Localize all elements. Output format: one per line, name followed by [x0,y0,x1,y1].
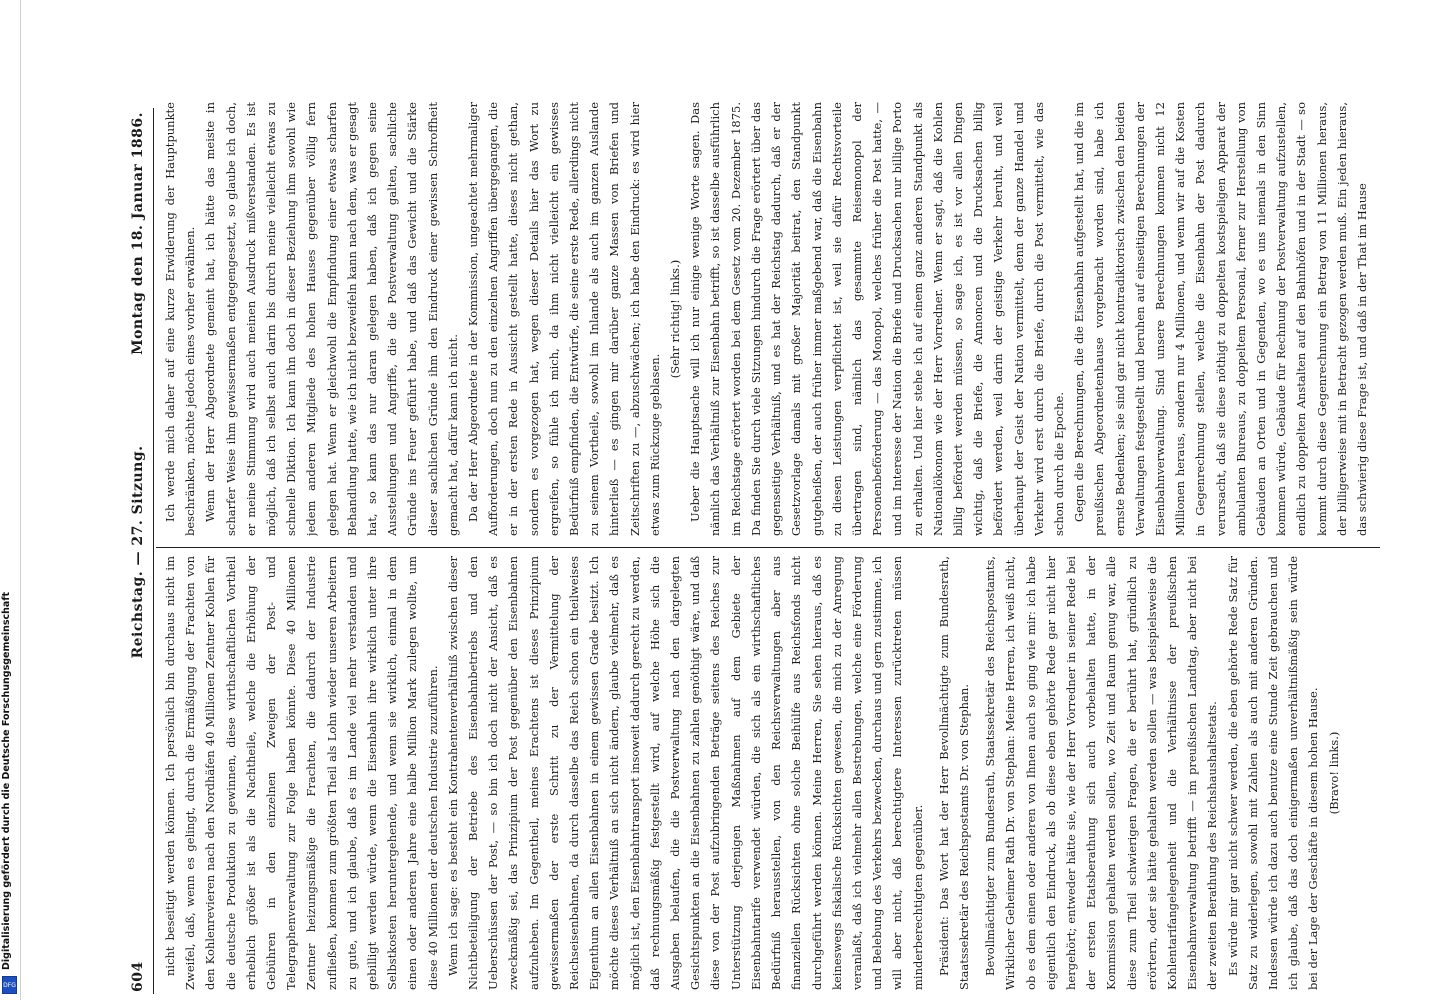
paragraph: Da der Herr Abgeordnete in der Kommission, ungeachtet mehrmaliger Aufforderungen, doch nun zu den einzelnen Angriffen übergegangen, die er in der ersten Rede in Aussicht gestellt hatte, dieses nicht gethan, sondern es vorgezogen hat, wegen dieser Details hier das Wort zu ergreifen, so fühle ich mich, da ihm nicht vielleicht ein gewisses Bedürfniß empfinden, die Entwürfe, die seine erste Rede, allerdings nicht zu seinem Vortheile, sowohl im Inlande als auch im ganzen Auslande hinterließ — es gingen mir darüber ganze Massen von Briefen und Zeitschriften zu —, abzuschwächen; ich habe den Eindruck: es wird hier etwas zum Rückzuge geblasen. [466,102,662,536]
paragraph: Gegen die Berechnungen, die die Eisenbahn aufgestellt hat, und die im preußischen Abgeordnetenhause vorgebracht worden sind, habe ich ernste Bedenken; sie sind gar nicht kontradiktorisch zwischen den beiden Verwaltungen festgestellt und beruhen auf einseitigen Berechnungen der Eisenbahnverwaltung. Sind unsere Berechnungen kommen nicht 12 Millionen heraus, sondern nur 4 Millionen, und wenn wir auf die Kosten in Gegenrechnung stellen, welche die Eisenbahn der Post dadurch verursacht, daß sie diese nöthigt zu doppelten kostspieligen Apparat der ambulanten Bureaus, zu doppeltem Personal, ferner zur Herstellung von Gebäuden an Orten und in Gegenden, wo es uns niemals in den Sinn kommen würde, Gebäude für Rechnung der Postverwaltung aufzustellen, endlich zu doppelten Anstalten auf den Bahnhöfen und in der Stadt — so kommt durch diese Gegenrechnung ein Betrag von 11 Millionen heraus, der billigerweise mit in Betracht gezogen werden muß. Ein jeden hieraus, das schwierig diese Frage ist, und daß in der That im Hause [1072,102,1369,536]
interjection: (Sehr richtig! links.) [668,259,683,379]
paragraph: Wenn der Herr Abgeordnete gemeint hat, ich hätte das meiste in scharfer Weise ihm gewissermaßen entgegengesetzt, so glaube ich doch, er meine Stimmung wird auch meinen Ausdruck mißverstanden. Es ist möglich, daß ich selbst auch darin bis durch meine vielleicht etwas zu schnelle Diktion. Ich kann ihn doch in dieser Beziehung ihm sowohl wie jedem anderen Mitgliede des hohen Hauses gegenüber völlig fern gelegen hat. Wenn er gleichwohl die Empfindung einer etwas scharfen Behandlung hatte, wie ich nicht bezweifeln kann nach dem, was er gesagt hat, so kann das nur daran gelegen haben, daß ich gegen seine Ausstellungen und Angriffe, die die Postverwaltung galten, sachliche Gründe ins Feuer geführt habe, und daß das Gewicht und die Stärke dieser sachlichen Gründe ihm den Eindruck einer gewissen Schroffheit gemacht hat, dafür kann ich nicht. [203,102,460,536]
column-rule [156,547,1380,548]
paragraph: Ueber die Hauptsache will ich nur einige wenige Worte sagen. Das nämlich das Verhältniß zur Eisenbahn betrifft, so ist dasselbe ausführlich im Reichstage erörtert worden bei dem Gesetz vom 20. Dezember 1875. Da finden Sie durch viele Sitzungen hindurch die Frage erörtert über das gegenseitige Verhältniß, und es hat der Reichstag dadurch, daß er der Gesetzvorlage damals mit großer Majorität beitrat, den Standpunkt gutgeheißen, der auch früher immer maßgebend war, daß die Eisenbahn zu diesen Leistungen verpflichtet ist, weil sie dafür Rechtsvorteile übertragen sind, nämlich das gesammte Reisemonopol der Personenbeförderung — das Monopol, welches früher die Post hatte, — und im Interesse der Nation die Briefe und Drucksachen nur billige Porto zu erhalten. Und hier stehe ich auf einem ganz anderen Standpunkt als Nationalökonom wie der Herr Vorredner. Wenn er sagt, daß die Kohlen billig befördert werden müssen, so sage ich, es ist vor allen Dingen wichtig, daß die Briefe, die Annoncen und die Drucksachen billig befördert werden, weil darin der geistige Verkehr beruht, und weil überhaupt der Geist der Nation vermittelt, denn der ganze Handel und Verkehr wird erst durch die Briefe, durch die Post vermittelt, wie das schon durch die Epoche. [688,102,1066,536]
session-title: Reichstag. — 27. Sitzung. [130,445,146,659]
president-remark: Präsident: Das Wort hat der Herr Bevollmächtigte zum Bundesrath, Staatssekretär des Reichspostamts Dr. von Stephan. [936,556,971,990]
session-date: Montag den 18. Januar 1886. [130,112,146,355]
right-column [160,102,1380,536]
interjection: (Bravo! links.) [1326,731,1341,815]
paragraph: Wenn ich sage: es besteht ein Kontrahentenverhältniß zwischen dieser Nichtbeteiligung der Betriebe des Eisenbahnbetriebs und den Ueberschüssen der Post, — so bin ich doch nicht der Ansicht, daß es zweckmäßig sei, das Prinzipium der Post gegenüber den Eisenbahnen aufzuheben. Im Gegentheil, meines Erachtens ist dieses Prinzipium gewissermaßen der erste Schritt zu der Vermittelung der Reichseisenbahnen, da durch dasselbe das Reich schon ein theilweises Eigenthum an allen Eisenbahnen in einem gewissen Grade besitzt. Ich möchte dieses Verhältniß an sich nicht ändern, glaube vielmehr, daß es möglich ist, den Eisenbahntransport insoweit dadurch gerecht zu werden, daß rechnungsmäßig festgestellt wird, auf welche Höhe sich die Ausgaben belaufen, die die Postverwaltung nach den dargelegten Gesichtspunkten an die Eisenbahnen zu zahlen genöthigt wäre, und daß diese von der Post aufzubringenden Beträge seitens des Reiches zur Unterstützung derjenigen Maßnahmen auf dem Gebiete der Eisenbahntarife verwendet würden, die sich als ein wirthschaftliches Bedürfniß herausstellen, von den Reichsverwaltungen aber aus finanziellen Rücksichten ohne solche Beihülfe aus Reichsfonds nicht durchgeführt werden können. Meine Herren, Sie sehen hieraus, daß es keineswegs fiskalische Rücksichten gewesen, die mich zu der Anregung veranlaßt, daß ich vielmehr allen Bestrebungen, welche eine Förderung und Belebung des Verkehrs bezwecken, durchaus und gern zustimme, ich will aber nicht, daß berechtigtere Interessen zurücktreten müssen minderberechtigten gegenüber. [445,556,925,990]
header-rule [153,108,154,994]
dfg-logo-icon: DFG [2,976,17,994]
running-header [130,112,150,992]
page-number: 604 [130,961,146,992]
paragraph: Es würde mir gar nicht schwer werden, die eben gehörte Rede Satz für Satz zu widerlegen, sowohl mit Zahlen als auch mit anderen Gründen. Indessen würde ich dazu auch benutze eine Stunde Zeit gebrauchen und ich glaube, daß das doch einigermaßen unverhältnißmäßig sein würde bei der Lage der Geschäfte in diesem hohen Hause. [1225,556,1321,990]
paragraph: Ich werde mich daher auf eine kurze Erwiderung der Hauptpunkte beschränken, möchte jedoch eines vorher erwähnen. [163,102,198,536]
paragraph: Bevollmächtigter zum Bundesrath, Staatssekretär des Reichspostamts, Wirklicher Geheimer Rath Dr. von Stephan: Meine Herren, ich weiß nicht, ob es dem einen oder anderen von Ihnen auch so ging wie mir: ich habe eigentlich den Eindruck, als ob diese eben gehörte Rede gar nicht hier hergehört; entweder hätte sie, wie der Herr Vorredner in seiner Rede bei der ersten Etatsberathung sich auch vorbehalten hatte, in der Kommission gehalten werden sollen, wo Zeit und Raum genug war, alle diese zum Theil schwierigen Fragen, die er berührt hat, gründlich zu erörtern, oder sie hätte gehalten werden sollen — was beispielsweise die Kohlentarifangelegenheit und die Verhältnisse der preußischen Eisenbahnverwaltung betrifft — im preußischen Landtag, aber nicht bei der zweiten Berathung des Reichshaushaltsetats. [983,556,1220,990]
paragraph: nicht beseitigt werden können. Ich persönlich bin durchaus nicht im Zweifel, daß, wenn es gelingt, durch die Ermäßigung der Frachten von den Kohlenrevieren nach den Nordhäfen 40 Millionen Zentner Kohlen für die deutsche Produktion zu gewinnen, diese wirthschaftlichen Vortheil erheblich größer ist als die Nachtheile, welche die Erhöhung der Gebühren in den einzelnen Zweigen der Post- und Telegraphenverwaltung zur Folge haben könnte. Diese 40 Millionen Zentner heizungsmäßige die Frachten, die dadurch der Industrie zufließen, kommen zum größten Theil als Lohn wieder unseren Arbeitern zu gute, und ich glaube, daß es im Lande viel mehr verstanden und gebilligt werden würde, wenn die Eisenbahn ihre wirklich unter ihre Selbstkosten heruntergehende, und wenn sie wirklich, einmal in dem einen oder anderen Jahre eine halbe Million Mark zulegen wollte, um diese 40 Millionen der deutschen Industrie zuzuführen. [163,556,440,990]
funding-credit: Digitalisierung gefördert durch die Deutsche Forschungsgemeinschaft [1,592,12,970]
left-column [160,556,1380,990]
scanned-page [120,90,1390,1000]
dfg-credit-strip [0,0,21,1000]
